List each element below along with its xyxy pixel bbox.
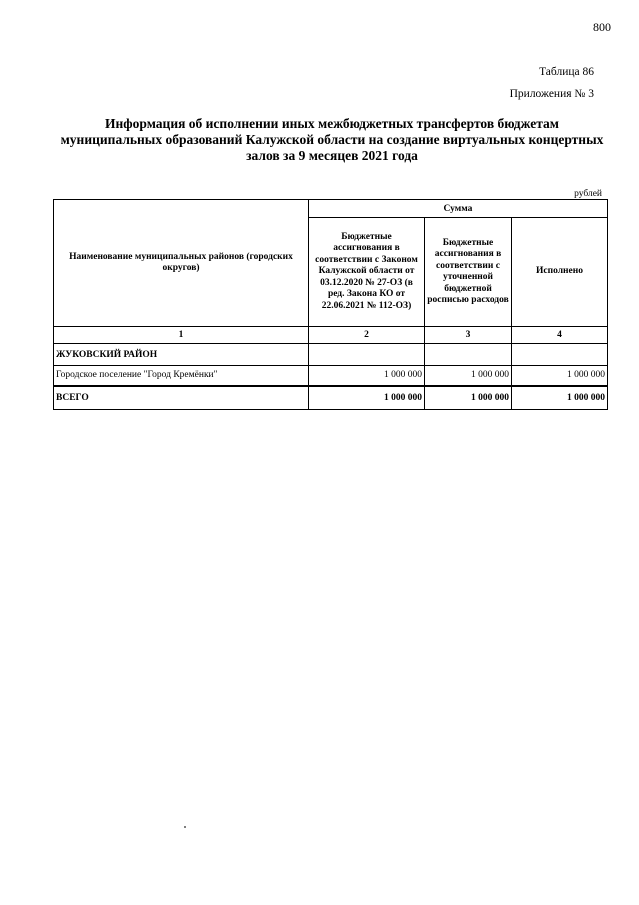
scan-speck (184, 826, 186, 828)
title-line-2: муниципальных образований Калужской области на создание виртуальных концертных (60, 132, 604, 147)
header-sum-group: Сумма (309, 200, 608, 218)
total-row (54, 386, 608, 410)
district-empty-cell (512, 344, 608, 366)
column-numbers-row (54, 327, 608, 344)
header-col-executed: Исполнено (512, 218, 608, 327)
settlement-law-allocations: 1 000 000 (309, 366, 425, 386)
district-empty-cell (425, 344, 512, 366)
district-name: ЖУКОВСКИЙ РАЙОН (54, 344, 309, 366)
total-label: ВСЕГО (54, 386, 309, 410)
title-line-3: залов за 9 месяцев 2021 года (246, 148, 418, 163)
total-executed: 1 000 000 (512, 386, 608, 410)
document-title (52, 116, 612, 164)
total-law-allocations: 1 000 000 (309, 386, 425, 410)
budget-table (53, 199, 608, 410)
appendix-label: Приложения № 3 (509, 88, 594, 100)
total-refined-allocations: 1 000 000 (425, 386, 512, 410)
settlement-executed: 1 000 000 (512, 366, 608, 386)
units-note: рублей (574, 189, 602, 199)
column-number-3: 3 (425, 327, 512, 344)
column-number-4: 4 (512, 327, 608, 344)
table-header-row-1 (54, 200, 608, 218)
column-number-2: 2 (309, 327, 425, 344)
title-line-1: Информация об исполнении иных межбюджетных трансфертов бюджетам (105, 116, 559, 131)
table-row (54, 366, 608, 386)
district-empty-cell (309, 344, 425, 366)
table-label: Таблица 86 (539, 66, 594, 78)
settlement-refined-allocations: 1 000 000 (425, 366, 512, 386)
header-name-column: Наименование муниципальных районов (городских округов) (54, 200, 309, 327)
page-number: 800 (593, 20, 611, 34)
settlement-name: Городское поселение "Город Кремёнки" (54, 366, 309, 386)
district-row (54, 344, 608, 366)
header-col-refined-allocations: Бюджетные ассигнования в соответствии с уточненной бюджетной росписью расходов (425, 218, 512, 327)
column-number-1: 1 (54, 327, 309, 344)
header-col-law-allocations: Бюджетные ассигнования в соответствии с Законом Калужской области от 03.12.2020 № 27-ОЗ (в ред. Закона КО от 22.06.2021 № 112-ОЗ) (309, 218, 425, 327)
